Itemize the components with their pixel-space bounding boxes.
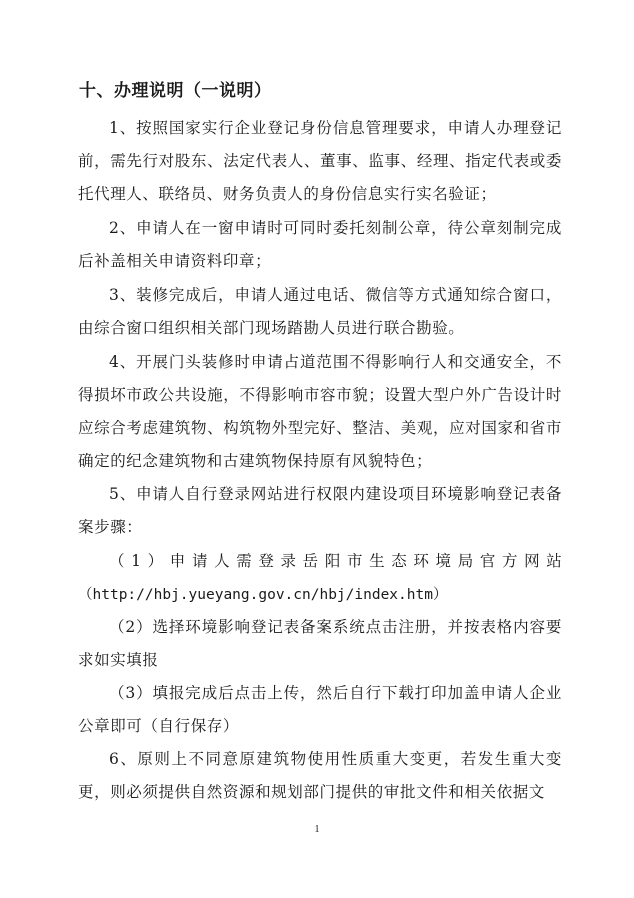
paragraph-step-2: （2）选择环境影响登记表备案系统点击注册，并按表格内容要求如实填报 [78,618,562,669]
step-1-text: （1）申请人需登录岳阳市生态环境局官方网站 [109,552,562,570]
paragraph-seal-engraving: 2、申请人在一窗申请时可同时委托刻制公章，待公章刻制完成后补盖相关申请资料印章； [78,219,562,270]
paragraph-step-1 [78,545,562,612]
paragraph-identity-verification: 1、按照国家实行企业登记身份信息管理要求，申请人办理登记前，需先行对股东、法定代表人、董事、监事、经理、指定代表或委托代理人、联络员、财务负责人的身份信息实行实名验证； [78,119,562,203]
paragraph-storefront-renovation: 4、开展门头装修时申请占道范围不得影响行人和交通安全，不得损坏市政公共设施，不得影响市容市貌；设置大型户外广告设计时应综合考虑建筑物、构筑物外型完好、整洁、美观，应对国家和省市确定的纪念建筑物和古建筑物保持原有风貌特色； [78,353,562,470]
page-number: 1 [314,824,320,835]
section-heading: 十、办理说明（一说明） [79,81,272,101]
website-url: （http://hbj.yueyang.gov.cn/hbj/index.htm） [78,587,448,603]
paragraph-building-use-change: 6、原则上不同意原建筑物使用性质重大变更，若发生重大变更，则必须提供自然资源和规划部门提供的审批文件和相关依据文 [78,750,562,801]
paragraph-step-3: （3）填报完成后点击上传，然后自行下载打印加盖申请人企业公章即可（自行保存） [78,684,562,735]
paragraph-joint-inspection: 3、装修完成后，申请人通过电话、微信等方式通知综合窗口，由综合窗口组织相关部门现场踏勘人员进行联合勘验。 [78,286,562,337]
paragraph-environment-filing-steps: 5、申请人自行登录网站进行权限内建设项目环境影响登记表备案步骤： [78,485,562,536]
